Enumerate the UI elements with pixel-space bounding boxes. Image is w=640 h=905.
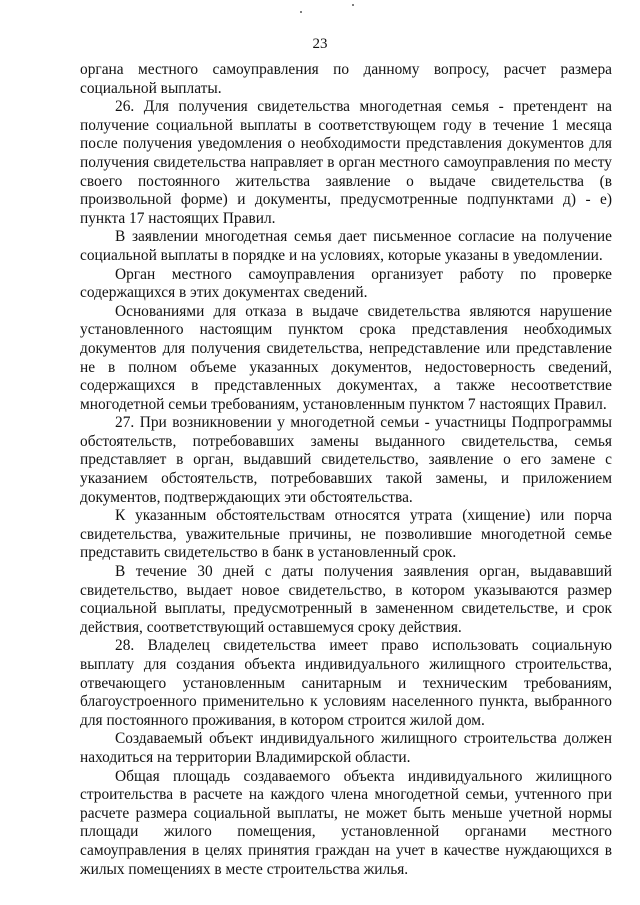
paragraph-item-26: 26. Для получения свидетельства многодетная семья - претендент на получение социальной выплаты в соответствующем году в течение 1 месяца после получения уведомления о необходимости представления документов для получения свидетельства направляет в орган местного самоуправления по месту своего постоянного жительства заявление о выдаче свидетельства (в произвольной форме) и документы, предусмотренные подпунктами д) - е) пункта 17 настоящих Правил. [80, 98, 612, 227]
scan-artifact [300, 11, 302, 13]
paragraph: Создаваемый объект индивидуального жилищного строительства должен находиться на территории Владимирской области. [80, 730, 612, 766]
document-body [80, 61, 612, 879]
paragraph: Орган местного самоуправления организует работу по проверке содержащихся в этих документах сведений. [80, 265, 612, 302]
paragraph: К указанным обстоятельствам относятся утрата (хищение) или порча свидетельства, уважительные причины, не позволившие многодетной семье представить свидетельство в банк в установленный срок. [80, 507, 612, 562]
page-number: 23 [312, 36, 328, 52]
paragraph-continuation: органа местного самоуправления по данному вопросу, расчет размера социальной выплаты. [80, 61, 612, 97]
paragraph: Общая площадь создаваемого объекта индивидуального жилищного строительства в расчете на каждого члена многодетной семьи, учтенного при расчете размера социальной выплаты, не может быть меньше учетной нормы площади жилого помещения, установленной органами местного самоуправления в целях принятия граждан на учет в качестве нуждающихся в жилых помещениях в месте строительства жилья. [80, 767, 612, 878]
paragraph: В заявлении многодетная семья дает письменное согласие на получение социальной выплаты в порядке и на условиях, которые указаны в уведомлении. [80, 228, 612, 264]
paragraph: Основаниями для отказа в выдаче свидетельства являются нарушение установленного настоящим пунктом срока представления необходимых документов для получения свидетельства, непредставление или представление не в полном объеме указанных документов, недостоверность сведений, содержащихся в представленных документах, а также несоответствие многодетной семьи требованиям, установленным пунктом 7 настоящих Правил. [80, 302, 612, 413]
paragraph-item-27: 27. При возникновении у многодетной семьи - участницы Подпрограммы обстоятельств, потребовавших замены выданного свидетельства, семья представляет в орган, выдавший свидетельство, заявление о его замене с указанием обстоятельств, потребовавших такой замены, и приложением документов, подтверждающих эти обстоятельства. [80, 414, 612, 506]
paragraph-item-28: 28. Владелец свидетельства имеет право использовать социальную выплату для создания объекта индивидуального жилищного строительства, отвечающего установленным санитарным и техническим требованиям, благоустроенного применительно к условиям населенного пункта, выбранного для постоянного проживания, в котором строится жилой дом. [80, 637, 612, 729]
paragraph: В течение 30 дней с даты получения заявления орган, выдававший свидетельство, выдает новое свидетельство, в котором указываются размер социальной выплаты, предусмотренный в замененном свидетельстве, и срок действия, соответствующий оставшемуся сроку действия. [80, 563, 612, 636]
scan-artifact [352, 4, 354, 6]
